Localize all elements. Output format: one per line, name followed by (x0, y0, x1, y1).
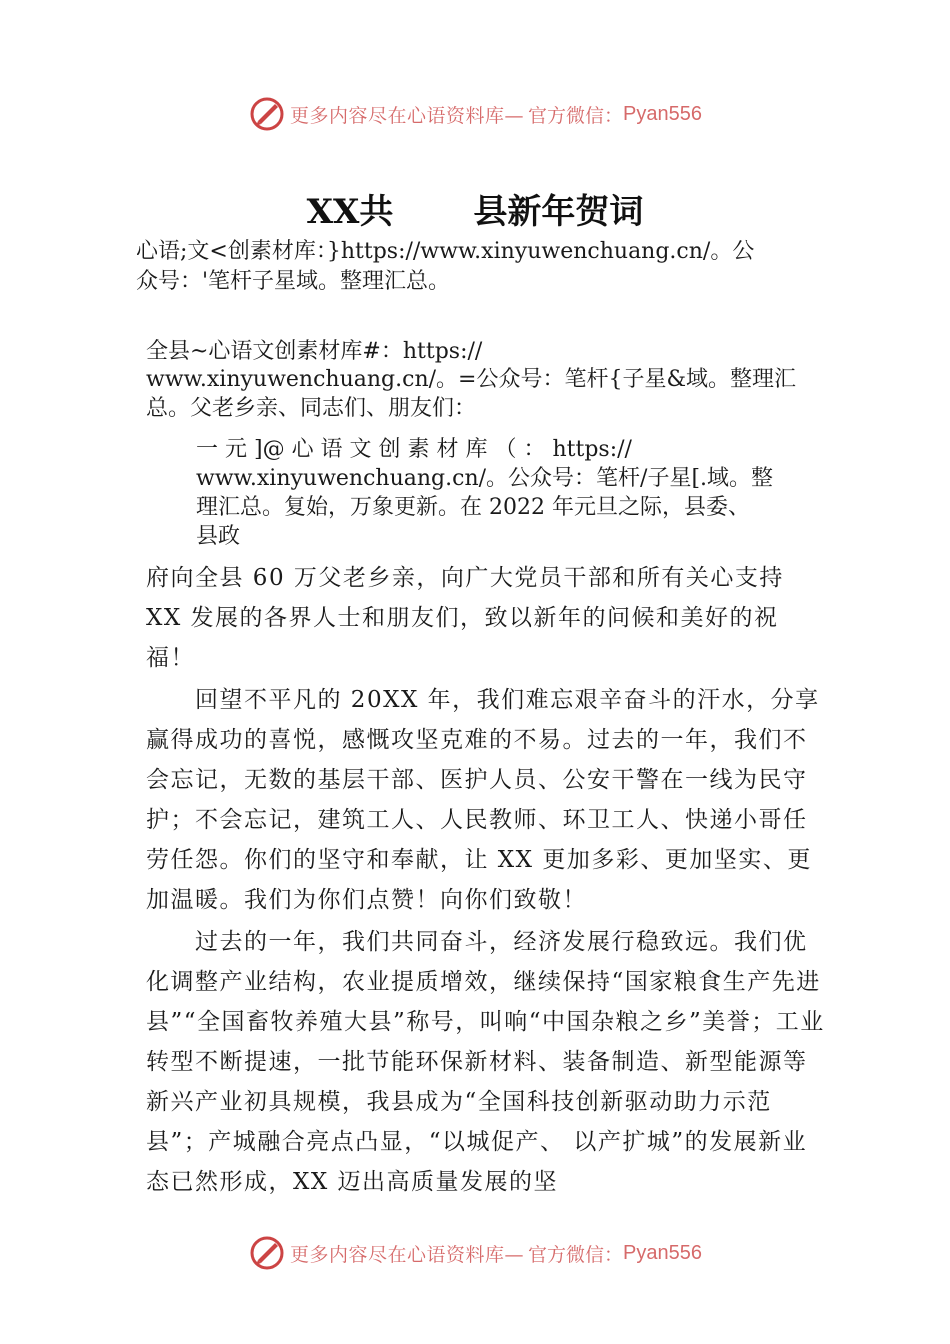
page-title (0, 184, 950, 233)
footer-banner (0, 1233, 950, 1273)
greeting-line-1: 全县~心语文创素材库#：https:// (146, 339, 483, 364)
indent-line-1: 一 元 ]@ 心 语 文 创 素 材 库 （ ： https:// (196, 437, 632, 462)
banner-label: 官方微信： (528, 1243, 624, 1266)
header-banner (0, 94, 950, 134)
banner-label: 官方微信： (528, 104, 624, 127)
banner-text: 更多内容尽在心语资料库— (290, 104, 525, 127)
banner-wechat-id: Pyan556 (623, 102, 702, 125)
greeting-line-2: www.xinyuwenchuang.cn/。=公众号：笔杆{子星&域。整理汇 (146, 367, 797, 392)
title-part-2: 县新年贺词 (473, 192, 644, 232)
banner-wechat-id: Pyan556 (623, 1241, 702, 1264)
indent-line-2: www.xinyuwenchuang.cn/。公众号：笔杆/子星[.域。整 (196, 466, 774, 491)
indent-line-4: 县政 (196, 524, 241, 549)
banner-text: 更多内容尽在心语资料库— (290, 1243, 525, 1266)
intro-line-1: 心语;文<创素材库：}https://www.xinyuwenchuang.cn/。公 (136, 239, 755, 264)
intro-line-2: 众号：'笔杆子星域。整理汇总。 (136, 269, 451, 294)
greeting-line-3: 总。父老乡亲、同志们、朋友们： (146, 396, 477, 421)
paragraph-1: 府向全县 60 万父老乡亲，向广大党员干部和所有关心支持 XX 发展的各界人士和朋友们，致以新年的问候和美好的祝福！ (146, 565, 784, 671)
logo-icon (248, 1234, 286, 1272)
paragraph-2: 回望不平凡的 20XX 年，我们难忘艰辛奋斗的汗水，分享赢得成功的喜悦，感慨攻坚克难的不易。过去的一年，我们不会忘记，无数的基层干部、医护人员、公安干警在一线为民守护；不会忘记，建筑工人、人民教师、环卫工人、快递小哥任劳任怨。你们的坚守和奉献，让 XX 更加多彩、更加坚实、更加温暖。我们为你们点赞！向你们致敬！ (146, 687, 820, 913)
title-part-1: XX共 (306, 192, 394, 232)
paragraph-3: 过去的一年，我们共同奋斗，经济发展行稳致远。我们优化调整产业结构，农业提质增效，继续保持“国家粮食生产先进县”“全国畜牧养殖大县”称号，叫响“中国杂粮之乡”美誉；工业转型不断提速，一批节能环保新材料、装备制造、新型能源等新兴产业初具规模，我县成为“全国科技创新驱动助力示范县”；产城融合亮点凸显，“以城促产、 以产扩城”的发展新业态已然形成，XX 迈出高质量发展的坚 (146, 929, 825, 1195)
logo-icon (248, 95, 286, 133)
indent-line-3: 理汇总。复始，万象更新。在 2022 年元旦之际，县委、 (196, 495, 750, 520)
